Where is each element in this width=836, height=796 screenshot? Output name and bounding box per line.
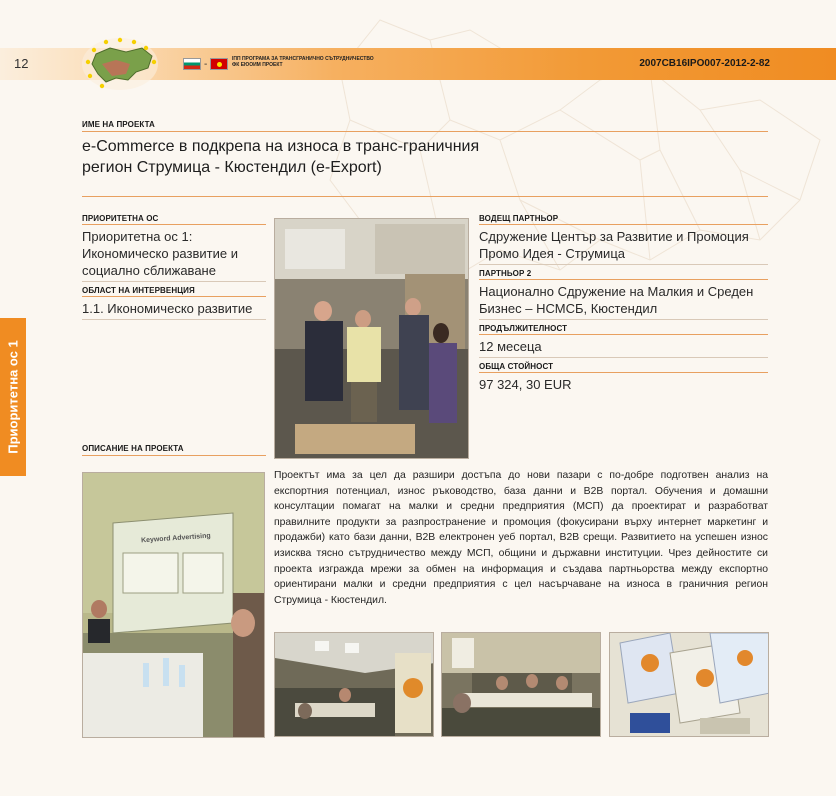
- macedonia-flag-icon: [210, 58, 228, 70]
- country-flags: [183, 58, 228, 70]
- lead-partner-value: Сдружение Център за Развитие и Промоция Промо Идея - Струмица: [479, 225, 768, 265]
- intervention-area-label: ОБЛАСТ НА ИНТЕРВЕНЦИЯ: [82, 282, 266, 297]
- project-title: [82, 136, 768, 197]
- total-cost-value: 97 324, 30 EUR: [479, 377, 572, 392]
- lead-partner-label: ВОДЕЩ ПАРТНЬОР: [479, 214, 768, 225]
- partner2-label: ПАРТНЬОР 2: [479, 265, 768, 280]
- page-number: 12: [14, 56, 29, 71]
- bulgaria-flag-icon: [183, 58, 201, 70]
- project-name-label: ИМЕ НА ПРОЕКТА: [82, 120, 155, 129]
- training-session-photo: [82, 472, 265, 738]
- priority-side-tab: [0, 318, 26, 476]
- priority-axis-label: ПРИОРИТЕТНА ОС: [82, 214, 266, 225]
- duration-value: 12 месеца: [479, 335, 768, 358]
- promotional-materials-photo: [609, 632, 769, 737]
- reference-code: 2007CB16IPO007-2012-2-82: [639, 58, 770, 69]
- eu-program-logo: [80, 36, 160, 92]
- left-info-column: [82, 214, 266, 320]
- conference-photo: [441, 632, 601, 737]
- project-name-section: [82, 120, 768, 132]
- project-title-line1: e-Commerce в подкрепа на износа в транс-граничния: [82, 138, 480, 155]
- description-section: [82, 444, 266, 456]
- project-title-line2: регион Струмица - Кюстендил (e-Export): [82, 159, 382, 176]
- project-description-text: Проектът има за цел да разшири достъпа до нови пазари с по-добре подготвен анализ на експортния потенциал, износ ръководство, база данни и B2B портал. Обучения и домашни консултации помагат на малки и средни предприятия (МСП) да проектират и разработват правилните продукти за разпространение и промоция (фокусирани върху интернет маркетинг и продажби) като бази данни, B2B електронен уеб портал, B2B срещи. Развитието на успешен износ изисква тясно сътрудничество между МСП, общини и държавни институции. Чрез дейностите си проекта изгражда мрежи за обмен на информация и създава партньорства между експортно ориентирани малки и средни предприятия с цел насърчаване на износа в граничния регион Струмица - Кюстендил.: [274, 470, 768, 606]
- seminar-room-photo: [274, 632, 434, 737]
- side-tab-label: Приоритетна ос 1: [5, 340, 21, 454]
- right-info-column: [479, 214, 768, 395]
- flag-separator: -: [204, 58, 208, 70]
- description-label: ОПИСАНИЕ НА ПРОЕКТА: [82, 444, 184, 453]
- duration-label: ПРОДЪЛЖИТЕЛНОСТ: [479, 320, 768, 335]
- factory-visit-photo: [274, 218, 469, 459]
- program-title: ІПП ПРОГРАМА ЗА ТРАНСГРАНИЧНО СЪТРУДНИЧЕСТВО ФК ЕЮОИМ ПРОЕКТ: [232, 56, 374, 68]
- partner2-value: Национално Сдружение на Малкия и Среден Бизнес – НСМСБ, Кюстендил: [479, 280, 768, 320]
- total-cost-label: ОБЩА СТОЙНОСТ: [479, 358, 768, 373]
- intervention-area-value: 1.1. Икономическо развитие: [82, 297, 266, 320]
- slide-text: Keyword Advertising: [140, 532, 211, 545]
- priority-axis-value: Приоритетна ос 1: Икономическо развитие и социално сближаване: [82, 225, 266, 282]
